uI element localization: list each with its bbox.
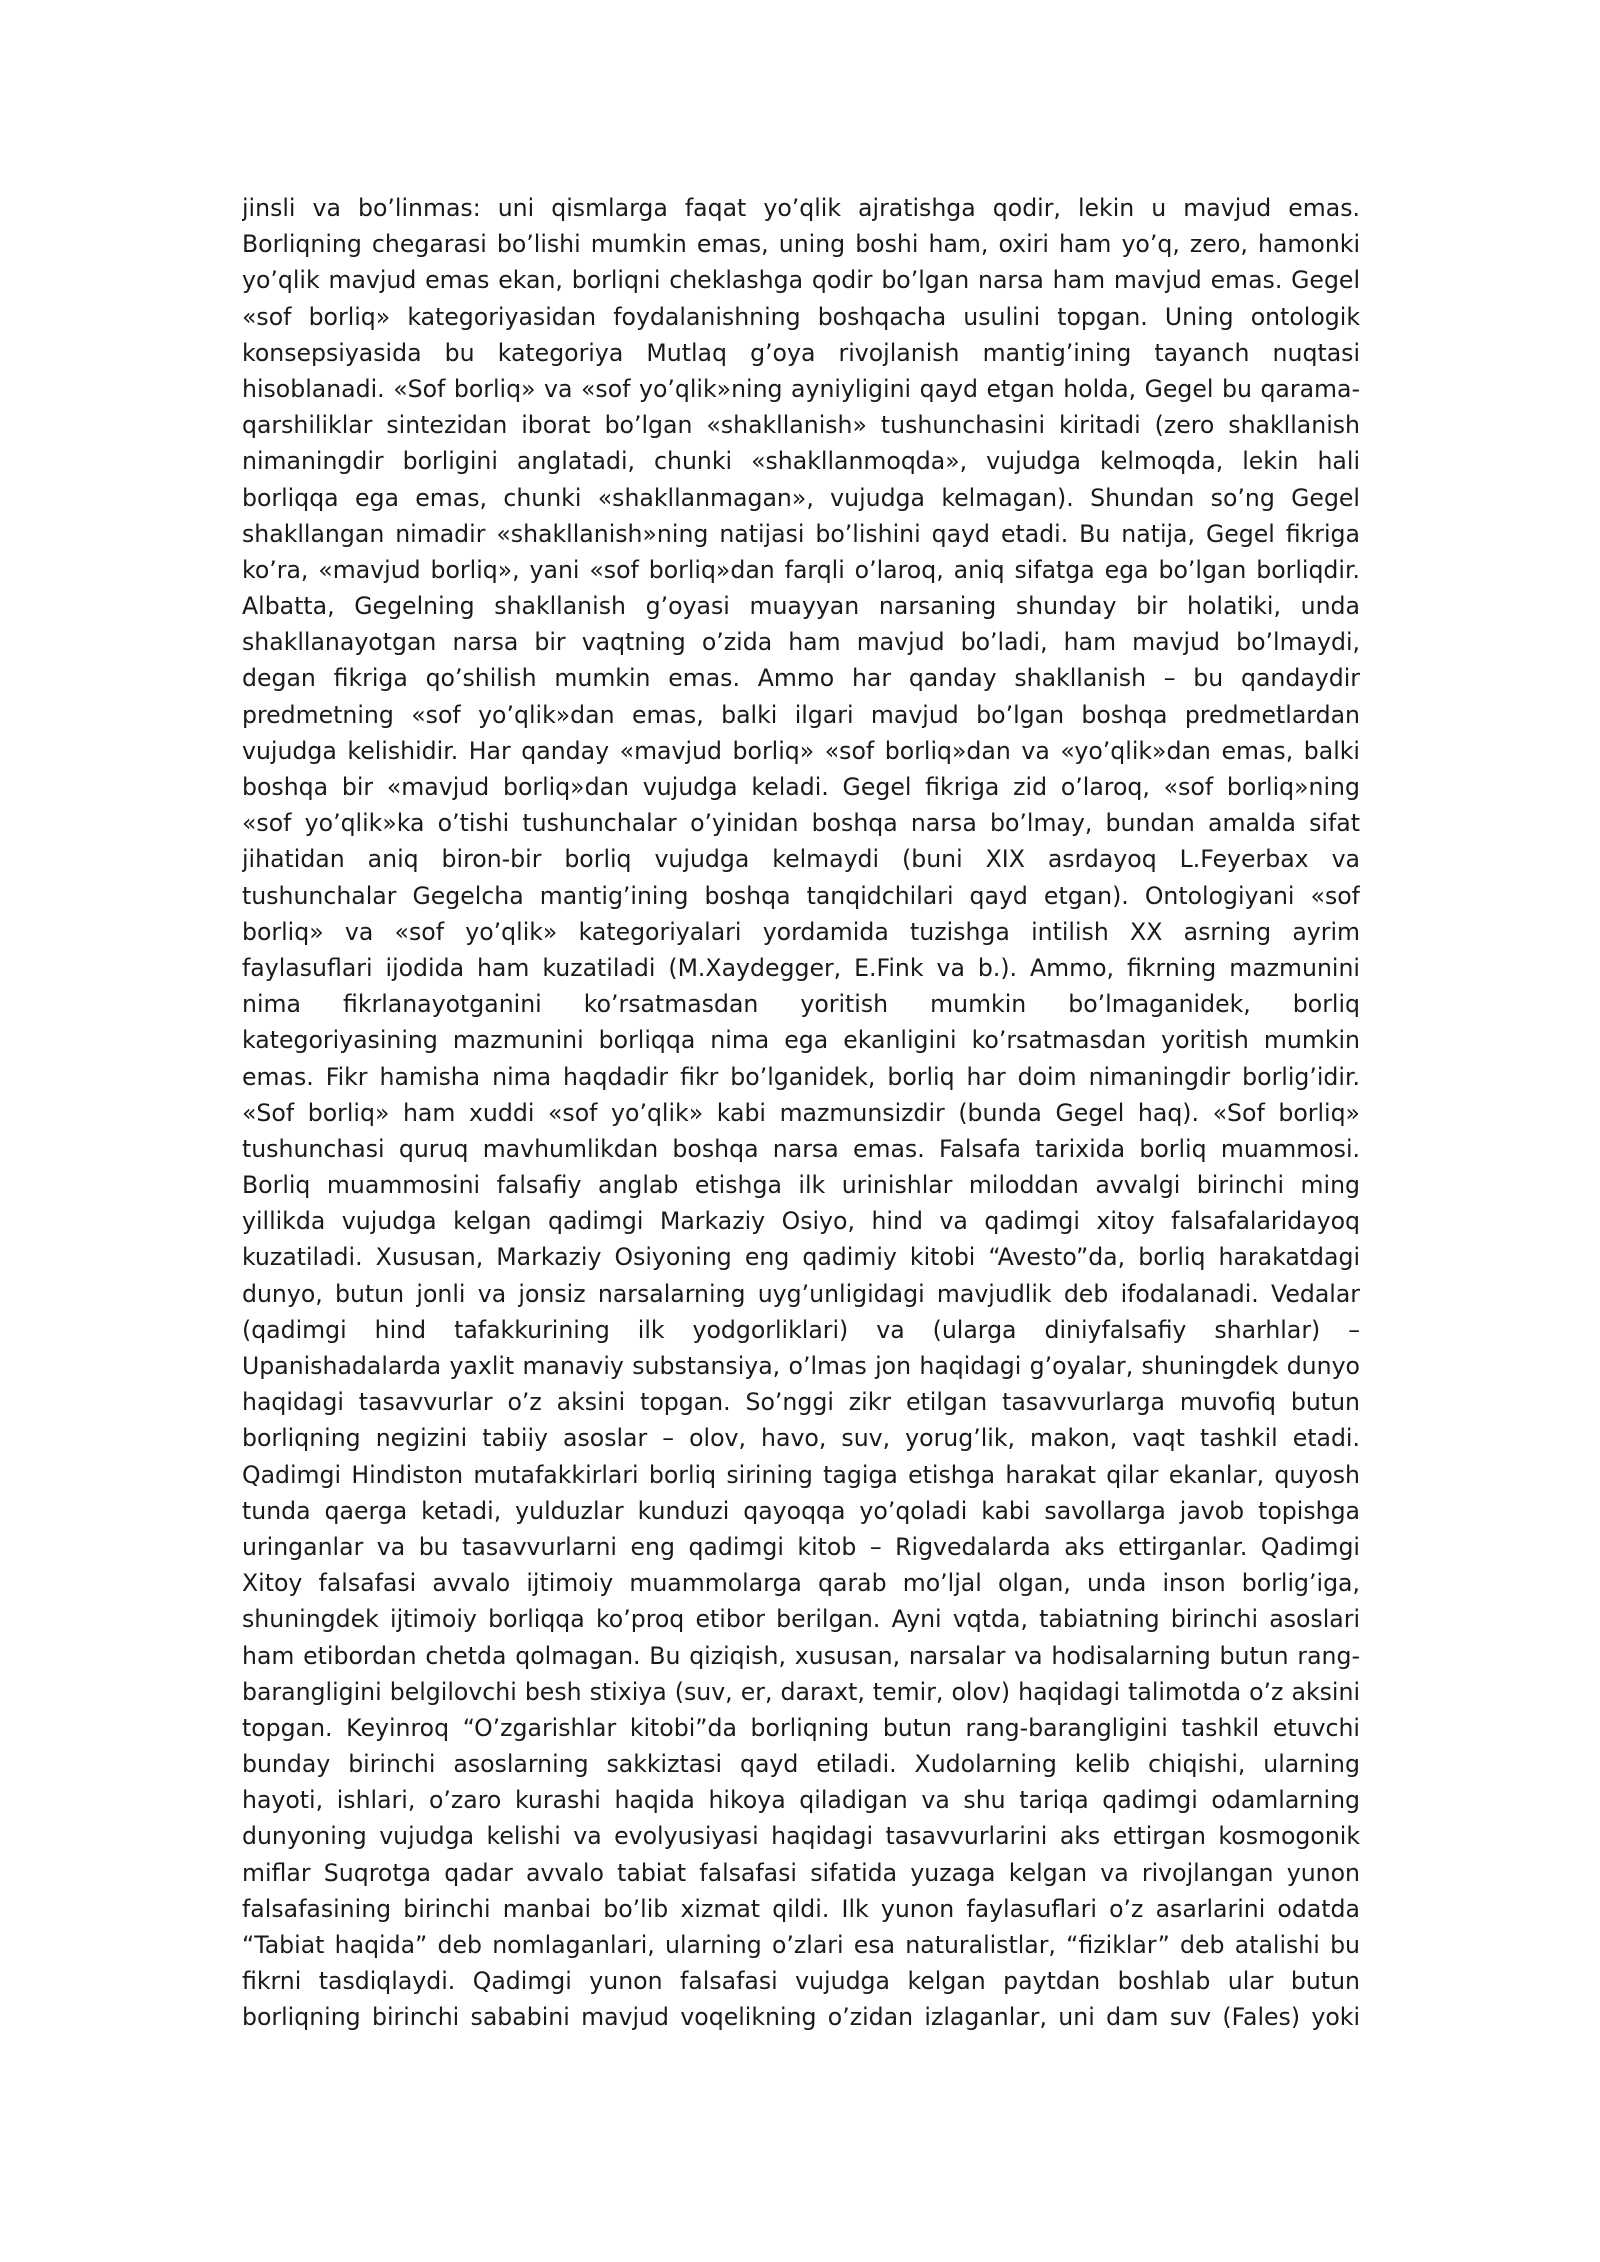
text-line: Borliq muammosini falsafiy anglab etishga ilk urinishlar miloddan avvalgi birinchi ming — [242, 1171, 1360, 1200]
text-line: borliq» va «sof yo’qlik» kategoriyalari yordamida tuzishga intilish XX asrning ayrim — [242, 917, 1360, 946]
text-line: jinsli va bo’linmas: uni qismlarga faqat yo’qlik ajratishga qodir, lekin u mavjud emas. — [242, 194, 1360, 222]
text-line: ko’ra, «mavjud borliq», yani «sof borliq»dan farqli o’laroq, aniq sifatga ega bo’lgan borliqdir. — [242, 555, 1360, 584]
text-line: shakllanayotgan narsa bir vaqtning o’zida ham mavjud bo’ladi, ham mavjud bo’lmaydi, — [242, 628, 1360, 657]
text-line: boshqa bir «mavjud borliq»dan vujudga keladi. Gegel fikriga zid o’laroq, «sof borliq»ning — [242, 773, 1360, 801]
text-line: nima fikrlanayotganini ko’rsatmasdan yoritish mumkin bo’lmaganidek, borliq — [242, 990, 1360, 1019]
text-line: yo’qlik mavjud emas ekan, borliqni cheklashga qodir bo’lgan narsa ham mavjud emas. Gegel — [242, 266, 1360, 295]
text-line: «sof yo’qlik»ka o’tishi tushunchalar o’yinidan boshqa narsa bo’lmay, bundan amalda sifat — [242, 809, 1360, 838]
text-line: hisoblanadi. «Sof borliq» va «sof yo’qlik»ning ayniyligini qayd etgan holda, Gegel bu qarama- — [242, 374, 1360, 403]
text-line: predmetning «sof yo’qlik»dan emas, balki ilgari mavjud bo’lgan boshqa predmetlardan — [242, 700, 1360, 729]
text-line: jihatidan aniq biron-bir borliq vujudga kelmaydi (buni XIX asrdayoq L.Feyerbax va — [242, 845, 1360, 874]
text-line: “Tabiat haqida” deb nomlaganlari, ularning o’zlari esa naturalistlar, “fiziklar” deb atalishi bu — [242, 1931, 1360, 1959]
text-line: tushunchalar Gegelcha mantig’ining boshqa tanqidchilari qayd etgan). Ontologiyani «sof — [242, 881, 1360, 910]
text-line: tushunchasi quruq mavhumlikdan boshqa narsa emas. Falsafa tarixida borliq muammosi. — [242, 1134, 1360, 1163]
text-line: borliqning negizini tabiiy asoslar – olov, havo, suv, yorug’lik, makon, vaqt tashkil etadi. — [242, 1424, 1360, 1453]
text-line: faylasuflari ijodida ham kuzatiladi (M.Xaydegger, E.Fink va b.). Ammo, fikrning mazmunini — [242, 953, 1360, 982]
text-line: ham etibordan chetda qolmagan. Bu qiziqish, xususan, narsalar va hodisalarning butun rang- — [242, 1641, 1360, 1670]
text-line: degan fikriga qo’shilish mumkin emas. Ammo har qanday shakllanish – bu qandaydir — [242, 664, 1360, 693]
text-line: fikrni tasdiqlaydi. Qadimgi yunon falsafasi vujudga kelgan paytdan boshlab ular butun — [242, 1967, 1360, 1996]
text-line: tunda qaerga ketadi, yulduzlar kunduzi qayoqqa yo’qoladi kabi savollarga javob topishga — [242, 1496, 1360, 1525]
text-line: shuningdek ijtimoiy borliqqa ko’proq etibor berilgan. Ayni vqtda, tabiatning birinchi asoslari — [242, 1605, 1360, 1634]
text-line: dunyo, butun jonli va jonsiz narsalarning uyg’unligidagi mavjudlik deb ifodalanadi. Vedalar — [242, 1279, 1360, 1308]
text-line: bunday birinchi asoslarning sakkiztasi qayd etiladi. Xudolarning kelib chiqishi, ularning — [242, 1750, 1360, 1779]
text-line: nimaningdir borligini anglatadi, chunki «shakllanmoqda», vujudga kelmoqda, lekin hali — [242, 447, 1360, 476]
text-line: «Sof borliq» ham xuddi «sof yo’qlik» kabi mazmunsizdir (bunda Gegel haq). «Sof borliq» — [242, 1098, 1360, 1127]
text-line: hayoti, ishlari, o’zaro kurashi haqida hikoya qiladigan va shu tariqa qadimgi odamlarning — [242, 1786, 1360, 1815]
text-line: topgan. Keyinroq “O’zgarishlar kitobi”da borliqning butun rang-barangligini tashkil etuvchi — [242, 1713, 1360, 1742]
text-line: borliqqa ega emas, chunki «shakllanmagan», vujudga kelmagan). Shundan so’ng Gegel — [242, 483, 1360, 512]
text-line: borliqning birinchi sababini mavjud voqelikning o’zidan izlaganlar, uni dam suv (Fales) yoki — [242, 2003, 1360, 2032]
text-line: (qadimgi hind tafakkurining ilk yodgorliklari) va (ularga diniyfalsafiy sharhlar) – — [242, 1315, 1360, 1344]
text-line: shakllangan nimadir «shakllanish»ning natijasi bo’lishini qayd etadi. Bu natija, Gegel fikriga — [242, 519, 1360, 548]
text-line: emas. Fikr hamisha nima haqdadir fikr bo’lganidek, borliq har doim nimaningdir borlig’idir. — [242, 1062, 1360, 1091]
text-line: haqidagi tasavvurlar o’z aksini topgan. So’nggi zikr etilgan tasavvurlarga muvofiq butun — [242, 1388, 1360, 1417]
text-line: vujudga kelishidir. Har qanday «mavjud borliq» «sof borliq»dan va «yo’qlik»dan emas, balki — [242, 736, 1360, 765]
text-line: Xitoy falsafasi avvalo ijtimoiy muammolarga qarab mo’ljal olgan, unda inson borlig’iga, — [242, 1569, 1360, 1598]
text-line: kuzatiladi. Xususan, Markaziy Osiyoning eng qadimiy kitobi “Avesto”da, borliq harakatdagi — [242, 1243, 1360, 1272]
text-line: «sof borliq» kategoriyasidan foydalanishning boshqacha usulini topgan. Uning ontologik — [242, 302, 1360, 331]
text-line: Upanishadalarda yaxlit manaviy substansiya, o’lmas jon haqidagi g’oyalar, shuningdek dunyo — [242, 1352, 1360, 1380]
text-line: qarshiliklar sintezidan iborat bo’lgan «shakllanish» tushunchasini kiritadi (zero shakllanish — [242, 411, 1360, 440]
text-line: Albatta, Gegelning shakllanish g’oyasi muayyan narsaning shunday bir holatiki, unda — [242, 592, 1360, 621]
text-line: uringanlar va bu tasavvurlarni eng qadimgi kitob – Rigvedalarda aks ettirganlar. Qadimgi — [242, 1532, 1360, 1561]
text-line: barangligini belgilovchi besh stixiya (suv, er, daraxt, temir, olov) haqidagi talimotda o’z aksini — [242, 1677, 1360, 1706]
text-line: Qadimgi Hindiston mutafakkirlari borliq sirining tagiga etishga harakat qilar ekanlar, quyosh — [242, 1460, 1360, 1489]
text-line: kategoriyasining mazmunini borliqqa nima ega ekanligini ko’rsatmasdan yoritish mumkin — [242, 1026, 1360, 1055]
body-text — [242, 190, 1360, 2036]
text-line: Borliqning chegarasi bo’lishi mumkin emas, uning boshi ham, oxiri ham yo’q, zero, hamonki — [242, 230, 1360, 259]
text-line: yillikda vujudga kelgan qadimgi Markaziy Osiyo, hind va qadimgi xitoy falsafalaridayoq — [242, 1207, 1360, 1236]
text-line: miflar Suqrotga qadar avvalo tabiat falsafasi sifatida yuzaga kelgan va rivojlangan yunon — [242, 1858, 1360, 1887]
text-line: dunyoning vujudga kelishi va evolyusiyasi haqidagi tasavvurlarini aks ettirgan kosmogonik — [242, 1822, 1360, 1851]
text-line: konsepsiyasida bu kategoriya Mutlaq g’oya rivojlanish mantig’ining tayanch nuqtasi — [242, 338, 1360, 367]
text-line: falsafasining birinchi manbai bo’lib xizmat qildi. Ilk yunon faylasuflari o’z asarlarini odatda — [242, 1894, 1360, 1923]
